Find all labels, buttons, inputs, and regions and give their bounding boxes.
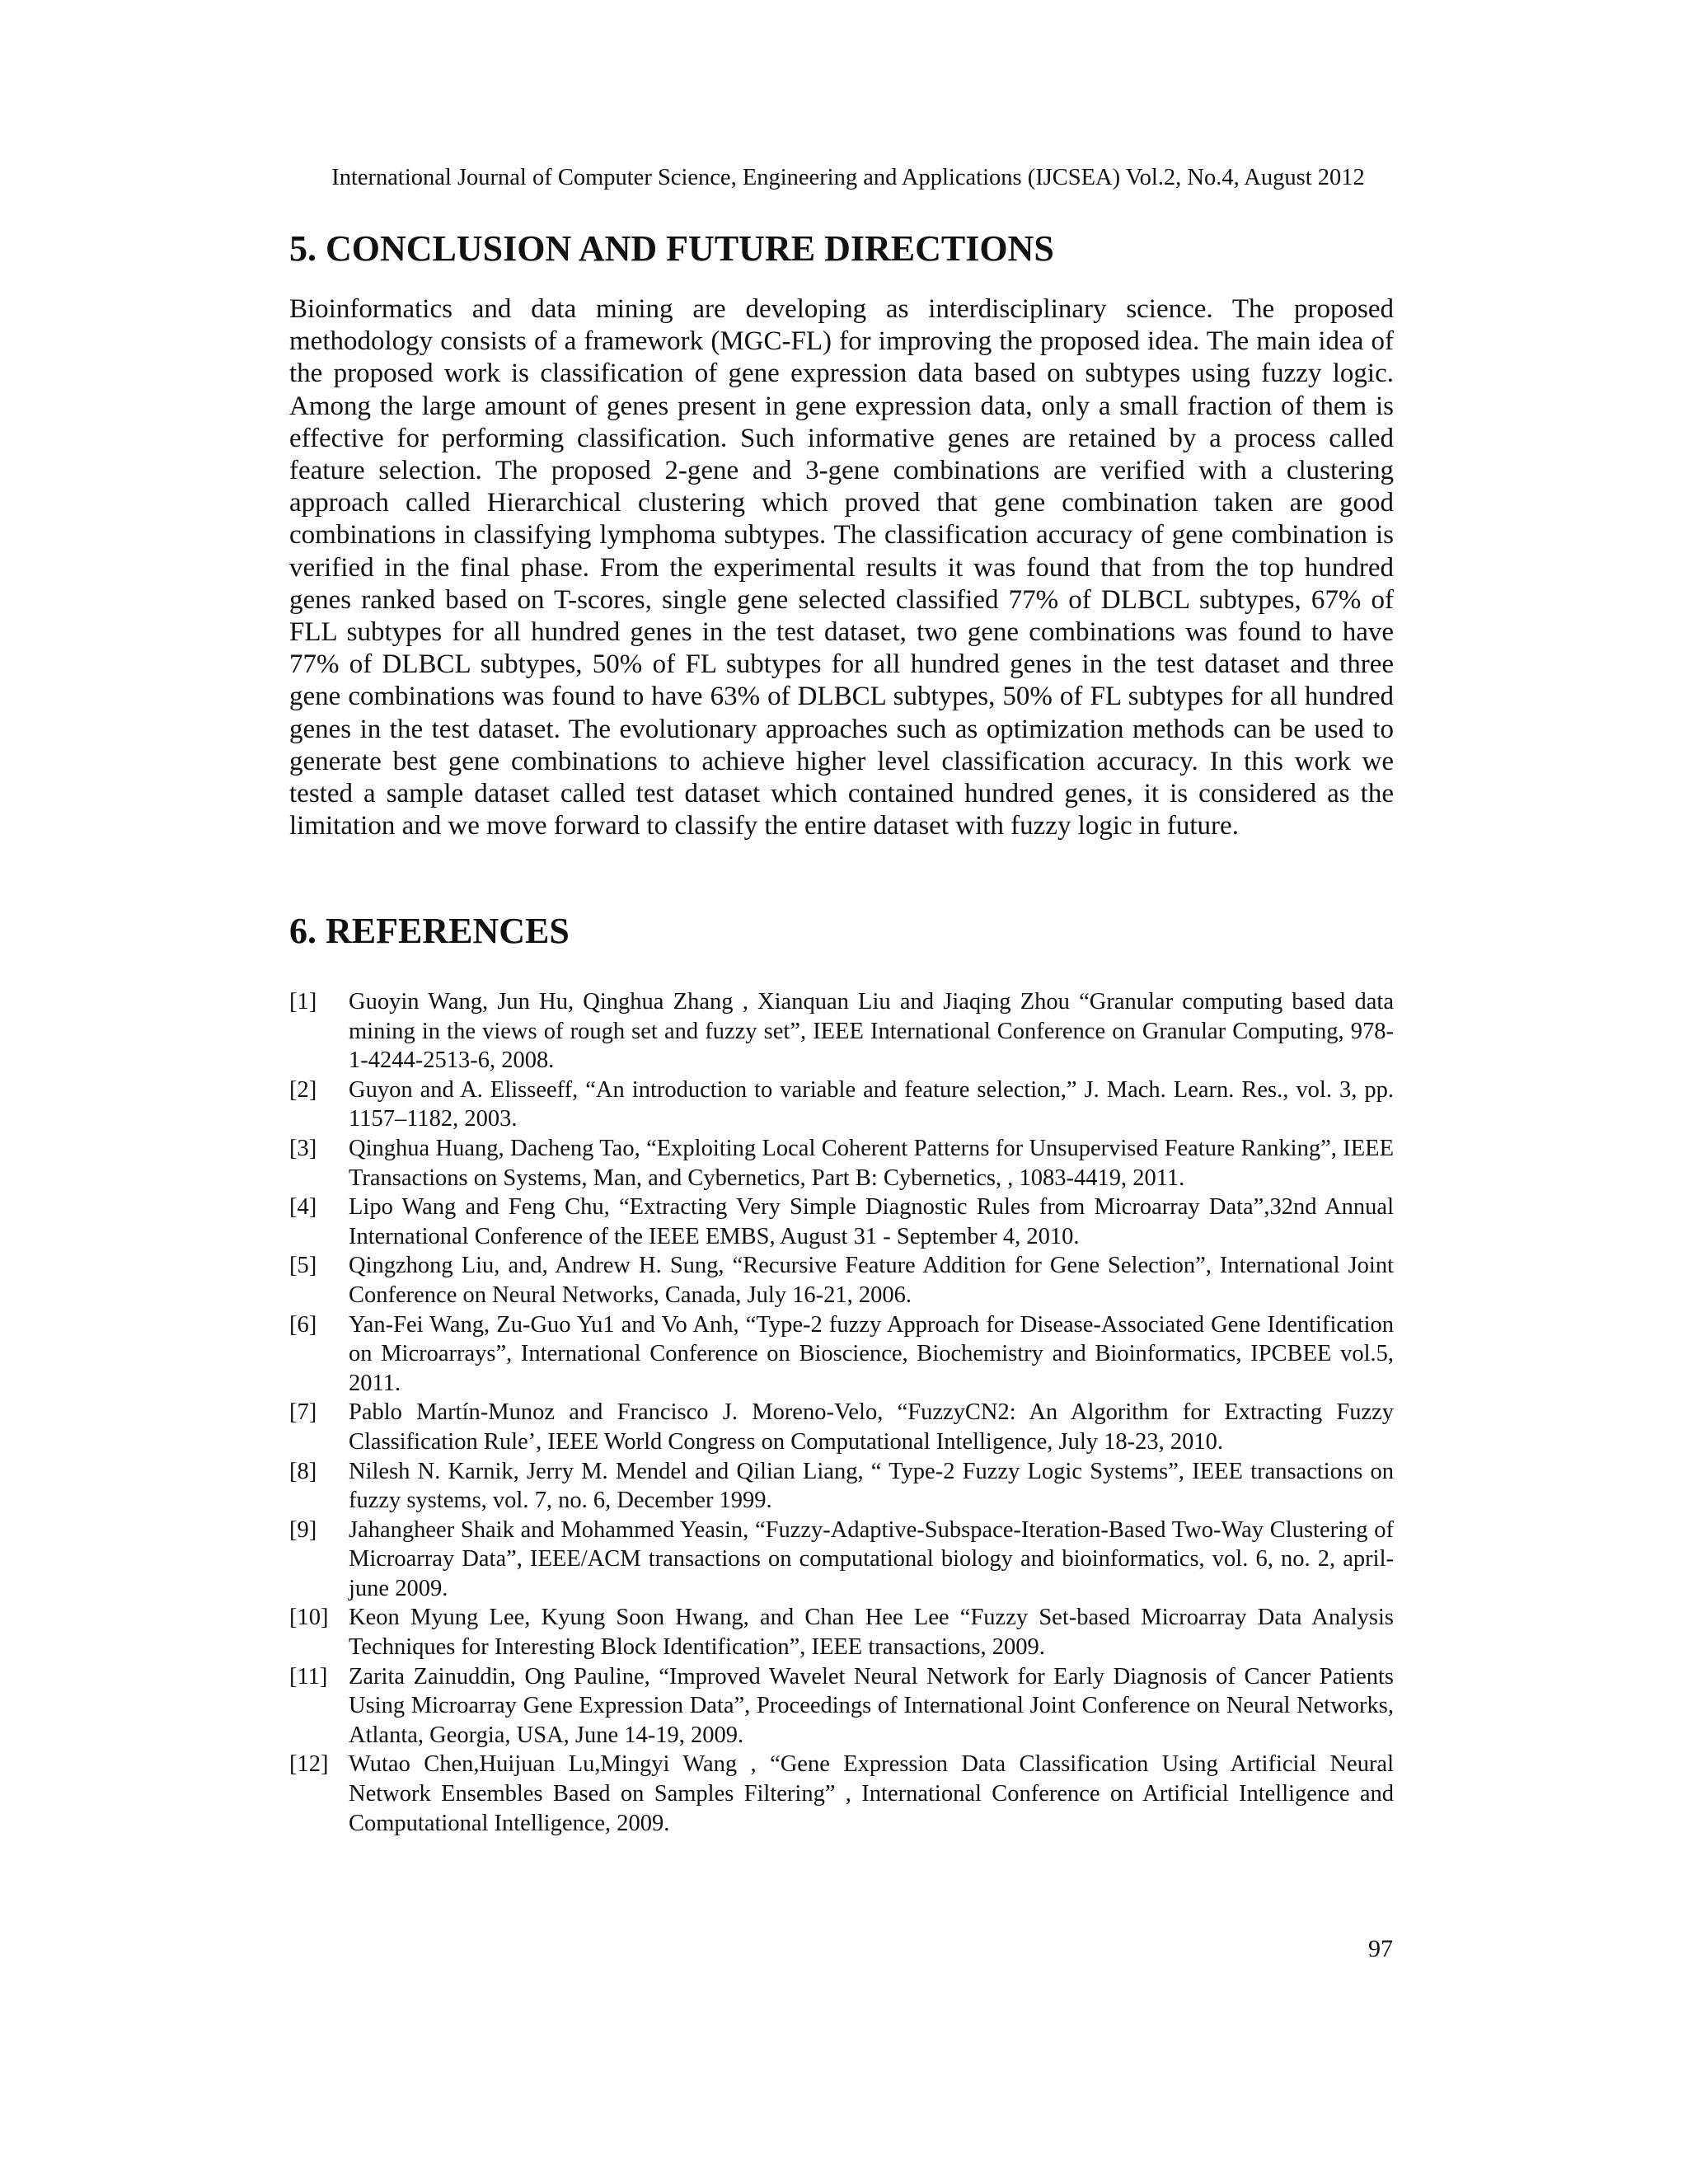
reference-number: [2] [289, 1076, 317, 1103]
reference-text: Jahangheer Shaik and Mohammed Yeasin, “Fuzzy-Adaptive-Subspace-Iteration-Based Two-Way Clustering of Microarray Data”, IEEE/ACM transactions on computational biology and bioinformatics, vol. 6, no. 2, april-june 2009. [349, 1516, 1394, 1601]
reference-item [289, 1251, 1394, 1310]
reference-text: Guoyin Wang, Jun Hu, Qinghua Zhang , Xianquan Liu and Jiaqing Zhou “Granular computing based data mining in the views of rough set and fuzzy set”, IEEE International Conference on Granular Computing, 978-1-4244-2513-6, 2008. [349, 989, 1394, 1074]
reference-item [289, 1516, 1394, 1604]
reference-number: [11] [289, 1663, 328, 1690]
reference-item [289, 987, 1394, 1076]
reference-number: [7] [289, 1399, 317, 1426]
reference-text: Yan-Fei Wang, Zu-Guo Yu1 and Vo Anh, “Type-2 fuzzy Approach for Disease-Associated Gene Identification on Microarrays”, International Conference on Bioscience, Biochemistry and Bioinformatics, IPCBEE vol.5, 2011. [349, 1311, 1394, 1396]
reference-number: [8] [289, 1458, 317, 1484]
reference-number: [12] [289, 1751, 329, 1778]
section-heading-conclusion: 5. CONCLUSION AND FUTURE DIRECTIONS [289, 228, 1054, 269]
reference-item [289, 1603, 1394, 1661]
reference-number: [6] [289, 1311, 317, 1338]
reference-number: [4] [289, 1194, 317, 1221]
reference-item [289, 1750, 1394, 1838]
reference-number: [9] [289, 1516, 317, 1543]
section-heading-references: 6. REFERENCES [289, 911, 570, 951]
reference-number: [5] [289, 1253, 317, 1279]
running-header: International Journal of Computer Science, Engineering and Applications (IJCSEA) Vol.2, No.4, August 2012 [331, 165, 1365, 190]
reference-item [289, 1398, 1394, 1456]
reference-item [289, 1076, 1394, 1134]
page-number: 97 [1368, 1935, 1393, 1962]
reference-text: Nilesh N. Karnik, Jerry M. Mendel and Qilian Liang, “ Type-2 Fuzzy Logic Systems”, IEEE transactions on fuzzy systems, vol. 7, no. 6, December 1999. [349, 1458, 1394, 1514]
reference-text: Lipo Wang and Feng Chu, “Extracting Very Simple Diagnostic Rules from Microarray Data”,32nd Annual International Conference of the IEEE EMBS, August 31 - September 4, 2010. [349, 1194, 1394, 1249]
reference-text: Qinghua Huang, Dacheng Tao, “Exploiting Local Coherent Patterns for Unsupervised Feature Ranking”, IEEE Transactions on Systems, Man, and Cybernetics, Part B: Cybernetics, , 1083-4419, 2011. [349, 1135, 1394, 1191]
reference-item [289, 1662, 1394, 1750]
reference-item [289, 1134, 1394, 1193]
reference-item [289, 1310, 1394, 1399]
reference-text: Qingzhong Liu, and, Andrew H. Sung, “Recursive Feature Addition for Gene Selection”, International Joint Conference on Neural Networks, Canada, July 16-21, 2006. [349, 1253, 1394, 1308]
reference-item [289, 1193, 1394, 1251]
conclusion-paragraph: Bioinformatics and data mining are developing as interdisciplinary science. The proposed methodology consists of a framework (MGC-FL) for improving the proposed idea. The main idea of the proposed work is classification of gene expression data based on subtypes using fuzzy logic. Among the large amount of genes present in gene expression data, only a small fraction of them is effective for performing classification. Such informative genes are retained by a process called feature selection. The proposed 2-gene and 3-gene combinations are verified with a clustering approach called Hierarchical clustering which proved that gene combination taken are good combinations in classifying lymphoma subtypes. The classification accuracy of gene combination is verified in the final phase. From the experimental results it was found that from the top hundred genes ranked based on T-scores, single gene selected classified 77% of DLBCL subtypes, 67% of FLL subtypes for all hundred genes in the test dataset, two gene combinations was found to have 77% of DLBCL subtypes, 50% of FL subtypes for all hundred genes in the test dataset and three gene combinations was found to have 63% of DLBCL subtypes, 50% of FL subtypes for all hundred genes in the test dataset. The evolutionary approaches such as optimization methods can be used to generate best gene combinations to achieve higher level classification accuracy. In this work we tested a sample dataset called test dataset which contained hundred genes, it is considered as the limitation and we move forward to classify the entire dataset with fuzzy logic in future. [289, 294, 1394, 841]
reference-item [289, 1457, 1394, 1516]
reference-number: [10] [289, 1605, 329, 1631]
reference-text: Wutao Chen,Huijuan Lu,Mingyi Wang , “Gene Expression Data Classification Using Artificial Neural Network Ensembles Based on Samples Filtering” , International Conference on Artificial Intelligence and Computational Intelligence, 2009. [349, 1751, 1394, 1836]
reference-number: [3] [289, 1135, 317, 1161]
reference-text: Zarita Zainuddin, Ong Pauline, “Improved Wavelet Neural Network for Early Diagnosis of Cancer Patients Using Microarray Gene Expression Data”, Proceedings of International Joint Conference on Neural Networks, Atlanta, Georgia, USA, June 14-19, 2009. [349, 1663, 1394, 1748]
reference-list [289, 987, 1394, 1838]
reference-text: Keon Myung Lee, Kyung Soon Hwang, and Chan Hee Lee “Fuzzy Set-based Microarray Data Analysis Techniques for Interesting Block Identification”, IEEE transactions, 2009. [349, 1605, 1394, 1661]
reference-text: Pablo Martín-Munoz and Francisco J. Moreno-Velo, “FuzzyCN2: An Algorithm for Extracting Fuzzy Classification Rule’, IEEE World Congress on Computational Intelligence, July 18-23, 2010. [349, 1399, 1394, 1455]
reference-number: [1] [289, 989, 317, 1015]
reference-text: Guyon and A. Elisseeff, “An introduction to variable and feature selection,” J. Mach. Learn. Res., vol. 3, pp. 1157–1182, 2003. [349, 1076, 1394, 1132]
